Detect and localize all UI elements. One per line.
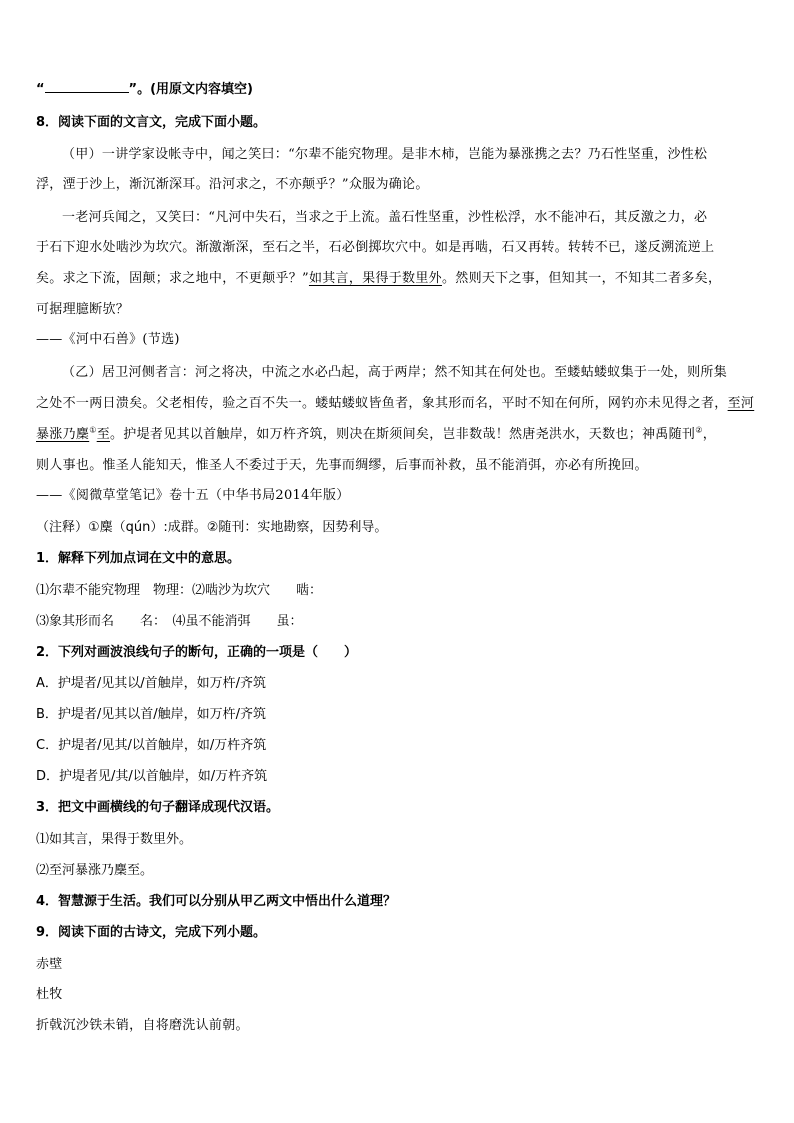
question-4: 4．智慧源于生活。我们可以分别从甲乙两文中悟出什么道理？ (36, 894, 397, 909)
option-d[interactable]: D．护堤者见/其/以首触岸，如/万杵齐筑 (36, 769, 268, 784)
yi-source: ——《阅微草堂笔记》卷十五（中华书局2014年版） (36, 488, 350, 503)
jia-text: 一老河兵闻之，又笑曰：“凡河中失石，当求之于上流。盖石性坚重，沙性松浮，水不能冲石，其反激之力，必 (62, 210, 708, 225)
option-b[interactable]: B．护堤者/见其以首/触岸，如万杵/齐筑 (36, 707, 267, 722)
question-1: 1．解释下列加点词在文中的意思。 (36, 551, 241, 566)
question-1-items-b: ⑶象其形而名 名： ⑷虽不能消弭 虽： (36, 614, 303, 629)
question-3-item-1: ⑴如其言，果得于数里外。 (36, 832, 193, 847)
annotation-note: （注释）①麇（qún）:成群。②随刊：实地勘察，因势利导。 (36, 520, 388, 535)
fill-instruction: ”。(用原文内容填空) (128, 82, 253, 97)
question-3: 3．把文中画横线的句子翻译成现代汉语。 (36, 800, 280, 815)
question-3-item-2: ⑵至河暴涨乃麇至。 (36, 863, 154, 878)
fill-blank-line (36, 80, 766, 99)
poem-author: 杜牧 (36, 987, 63, 1002)
poem-line-1: 折戟沉沙铁未销，自将磨洗认前朝。 (36, 1018, 249, 1033)
passage-jia-line-5 (36, 270, 766, 288)
underlined-sentence-2-end: 至 (96, 427, 110, 442)
underlined-sentence-1: 如其言，果得于数里外 (308, 271, 442, 286)
option-a[interactable]: A．护堤者/见其以/首触岸，如万杵/齐筑 (36, 676, 267, 691)
q8-title: 8．阅读下面的文言文，完成下面小题。 (36, 115, 267, 130)
passage-jia-line-1 (36, 146, 766, 164)
yi-text: 之处不一两日溃矣。父老相传，验之百不失一。蝼蛄蝼蚁皆鱼者，象其形而名，平时不知在何所，网钓亦未见得之者， (36, 396, 728, 411)
answer-blank[interactable] (45, 80, 129, 93)
passage-jia-line-4: 于石下迎水处啮沙为坎穴。渐激渐深，至石之半，石必倒掷坎穴中。如是再啮，石又再转。转转不已，遂反溯流逆上 (36, 240, 715, 255)
option-c[interactable]: C．护堤者/见其/以首触岸，如/万杵齐筑 (36, 738, 267, 753)
open-quote: “ (36, 82, 45, 97)
poem-title: 赤壁 (36, 957, 63, 972)
jia-text: 。然则天下之事，但知其一，不知其二者多矣， (441, 271, 722, 286)
yi-text: ， (702, 427, 716, 442)
underlined-sentence-2: 至河 (727, 396, 755, 411)
yi-text: （乙）居卫河侧者言：河之将决，中流之水必凸起，高于两岸；然不知其在何处也。至蝼蛄蝼蚁集于一处，则所集 (62, 365, 728, 380)
question-2: 2．下列对画波浪线句子的断句，正确的一项是（ ） (36, 645, 358, 660)
jia-source: ——《河中石兽》(节选) (36, 332, 180, 347)
jia-text: （甲）一讲学家设帐寺中，闻之笑曰：“尔辈不能究物理。是非木柿，岂能为暴涨携之去？乃石性坚重，沙性松 (62, 147, 708, 162)
q9-title: 9．阅读下面的古诗文，完成下列小题。 (36, 925, 267, 940)
passage-jia-line-3 (36, 209, 766, 227)
passage-yi-line-2 (36, 395, 766, 413)
passage-jia-line-2: 浮，湮于沙上，渐沉渐深耳。沿河求之，不亦颠乎？”众服为确论。 (36, 177, 429, 192)
footnote-marker-2: ② (695, 425, 703, 435)
underlined-sentence-2-cont: 暴涨乃麇 (36, 427, 90, 442)
yi-text: 。护堤者见其以首触岸，如万杵齐筑，则决在斯须间矣，岂非数哉！然唐尧洪水，天数也；神禹随刊 (110, 427, 696, 442)
passage-yi-line-4: 则人事也。惟圣人能知天，惟圣人不委过于天，先事而绸缪，后事而补救，虽不能消弭，亦必有所挽回。 (36, 458, 648, 473)
jia-text: 矣。求之下流，固颠；求之地中，不更颠乎？” (36, 271, 309, 286)
passage-yi-line-3 (36, 426, 766, 444)
passage-jia-line-6: 可据理臆断欤？ (36, 302, 130, 317)
footnote-marker-1: ① (89, 425, 97, 435)
passage-yi-line-1 (36, 364, 766, 382)
question-1-items-a: ⑴尔辈不能究物理 物理：⑵啮沙为坎穴 啮： (36, 583, 323, 598)
